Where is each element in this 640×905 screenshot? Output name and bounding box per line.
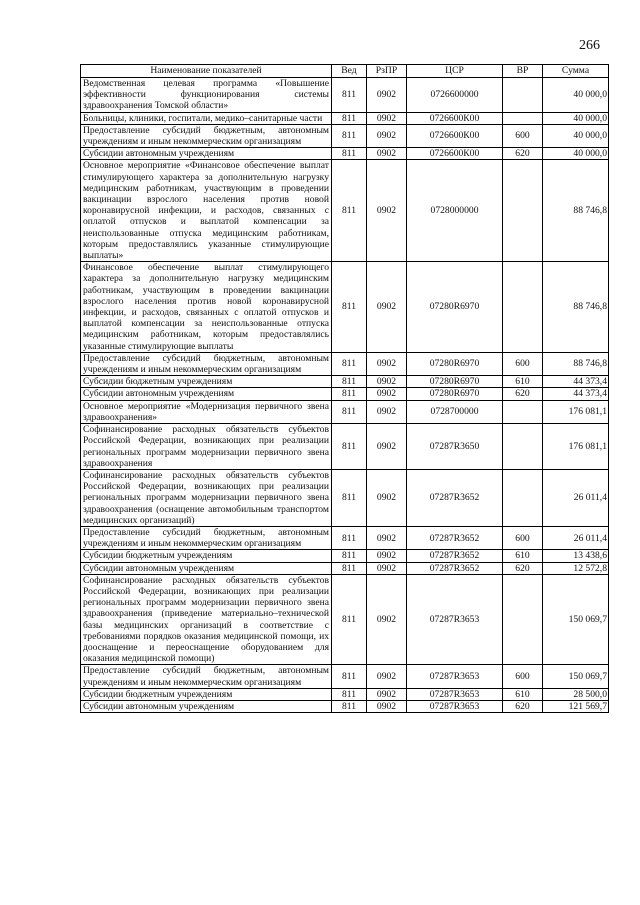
cell-rzpr: 0902 bbox=[367, 160, 407, 262]
cell-ved: 811 bbox=[332, 526, 367, 549]
cell-csr: 0726600000 bbox=[407, 78, 503, 113]
cell-ved: 811 bbox=[332, 124, 367, 147]
cell-csr: 07287R3652 bbox=[407, 526, 503, 549]
cell-vr: 610 bbox=[503, 688, 543, 700]
cell-name: Субсидии автономным учреждениям bbox=[81, 148, 332, 160]
table-row bbox=[81, 352, 609, 375]
cell-rzpr: 0902 bbox=[367, 78, 407, 113]
cell-rzpr: 0902 bbox=[367, 550, 407, 562]
table-row bbox=[81, 124, 609, 147]
table-row bbox=[81, 400, 609, 423]
cell-vr bbox=[503, 262, 543, 353]
cell-ved: 811 bbox=[332, 424, 367, 470]
cell-ved: 811 bbox=[332, 78, 367, 113]
cell-csr: 0726600К00 bbox=[407, 148, 503, 160]
cell-rzpr: 0902 bbox=[367, 148, 407, 160]
cell-csr: 07287R3652 bbox=[407, 550, 503, 562]
cell-name: Предоставление субсидий бюджетным, автономным учреждениям и иным некоммерческим организациям bbox=[81, 665, 332, 688]
cell-csr: 07287R3652 bbox=[407, 562, 503, 574]
cell-sum: 28 500,0 bbox=[543, 688, 609, 700]
cell-name: Предоставление субсидий бюджетным, автономным учреждениям и иным некоммерческим организациям bbox=[81, 352, 332, 375]
cell-rzpr: 0902 bbox=[367, 352, 407, 375]
cell-sum: 40 000,0 bbox=[543, 124, 609, 147]
cell-ved: 811 bbox=[332, 352, 367, 375]
cell-csr: 07280R6970 bbox=[407, 388, 503, 400]
cell-rzpr: 0902 bbox=[367, 262, 407, 353]
cell-name: Софинансирование расходных обязательств субъектов Российской Федерации, возникающих при реализации региональных программ модернизации первичного звена здравоохранения bbox=[81, 424, 332, 470]
cell-vr: 620 bbox=[503, 388, 543, 400]
cell-vr bbox=[503, 469, 543, 526]
table-row bbox=[81, 388, 609, 400]
cell-rzpr: 0902 bbox=[367, 526, 407, 549]
cell-name: Софинансирование расходных обязательств субъектов Российской Федерации, возникающих при реализации региональных программ модернизации первичного звена здравоохранения (приведение материально–технической базы медицинских организаций в соответствие с требованиями порядков оказания медицинской помощи, их дооснащение и переоснащение оборудованием для оказания медицинской помощи) bbox=[81, 574, 332, 665]
cell-sum: 88 746,8 bbox=[543, 160, 609, 262]
cell-csr: 07280R6970 bbox=[407, 262, 503, 353]
cell-name: Финансовое обеспечение выплат стимулирующего характера за дополнительную нагрузку медицинским работникам, участвующим в проведении вакцинации взрослого населения против новой коронавирусной инфекции, и расходов, связанных с оплатой отпусков и выплатой компенсации за неиспользованные отпуска медицинским работникам, которым предоставлялись указанные стимулирующие выплаты bbox=[81, 262, 332, 353]
cell-sum: 88 746,8 bbox=[543, 262, 609, 353]
table-row bbox=[81, 526, 609, 549]
cell-rzpr: 0902 bbox=[367, 376, 407, 388]
cell-rzpr: 0902 bbox=[367, 388, 407, 400]
cell-vr: 600 bbox=[503, 526, 543, 549]
cell-vr bbox=[503, 400, 543, 423]
cell-csr: 07287R3653 bbox=[407, 665, 503, 688]
cell-ved: 811 bbox=[332, 700, 367, 712]
cell-rzpr: 0902 bbox=[367, 688, 407, 700]
cell-sum: 176 081,1 bbox=[543, 424, 609, 470]
cell-sum: 40 000,0 bbox=[543, 112, 609, 124]
cell-ved: 811 bbox=[332, 388, 367, 400]
cell-vr: 610 bbox=[503, 550, 543, 562]
cell-sum: 176 081,1 bbox=[543, 400, 609, 423]
header-sum: Сумма bbox=[543, 65, 609, 78]
cell-ved: 811 bbox=[332, 469, 367, 526]
cell-vr: 620 bbox=[503, 700, 543, 712]
cell-sum: 40 000,0 bbox=[543, 78, 609, 113]
cell-sum: 44 373,4 bbox=[543, 376, 609, 388]
cell-sum: 26 011,4 bbox=[543, 526, 609, 549]
cell-name: Субсидии бюджетным учреждениям bbox=[81, 550, 332, 562]
cell-rzpr: 0902 bbox=[367, 665, 407, 688]
table-row bbox=[81, 550, 609, 562]
cell-sum: 26 011,4 bbox=[543, 469, 609, 526]
cell-ved: 811 bbox=[332, 400, 367, 423]
cell-sum: 12 572,8 bbox=[543, 562, 609, 574]
cell-csr: 07287R3653 bbox=[407, 574, 503, 665]
cell-csr: 07287R3650 bbox=[407, 424, 503, 470]
header-ved: Вед bbox=[332, 65, 367, 78]
cell-csr: 0728700000 bbox=[407, 400, 503, 423]
cell-name: Субсидии автономным учреждениям bbox=[81, 562, 332, 574]
cell-vr: 620 bbox=[503, 148, 543, 160]
table-row bbox=[81, 700, 609, 712]
cell-ved: 811 bbox=[332, 262, 367, 353]
table-row bbox=[81, 148, 609, 160]
cell-ved: 811 bbox=[332, 112, 367, 124]
cell-name: Предоставление субсидий бюджетным, автономным учреждениям и иным некоммерческим организациям bbox=[81, 124, 332, 147]
cell-vr: 600 bbox=[503, 124, 543, 147]
budget-table bbox=[80, 64, 609, 713]
cell-csr: 0726600К00 bbox=[407, 112, 503, 124]
table-row bbox=[81, 665, 609, 688]
table-row bbox=[81, 424, 609, 470]
cell-name: Субсидии бюджетным учреждениям bbox=[81, 688, 332, 700]
table-header-row bbox=[81, 65, 609, 78]
cell-name: Субсидии бюджетным учреждениям bbox=[81, 376, 332, 388]
cell-rzpr: 0902 bbox=[367, 469, 407, 526]
cell-ved: 811 bbox=[332, 160, 367, 262]
cell-name: Больницы, клиники, госпитали, медико–санитарные части bbox=[81, 112, 332, 124]
cell-vr: 620 bbox=[503, 562, 543, 574]
cell-ved: 811 bbox=[332, 550, 367, 562]
cell-vr bbox=[503, 78, 543, 113]
page-number: 266 bbox=[579, 38, 600, 53]
table-row bbox=[81, 160, 609, 262]
cell-csr: 0726600К00 bbox=[407, 124, 503, 147]
cell-name: Софинансирование расходных обязательств субъектов Российской Федерации, возникающих при реализации региональных программ модернизации первичного звена здравоохранения (оснащение автомобильным транспортом медицинских организаций) bbox=[81, 469, 332, 526]
cell-name: Основное мероприятие «Финансовое обеспечение выплат стимулирующего характера за дополнительную нагрузку медицинским работникам, участвующим в проведении вакцинации взрослого населения против новой коронавирусной инфекции, и расходов, связанных с оплатой отпусков и выплатой компенсации за неиспользованные отпуска медицинским работникам, которым предоставлялись указанные стимулирующие выплаты» bbox=[81, 160, 332, 262]
cell-csr: 0728000000 bbox=[407, 160, 503, 262]
cell-csr: 07280R6970 bbox=[407, 352, 503, 375]
header-name: Наименование показателей bbox=[81, 65, 332, 78]
table-row bbox=[81, 262, 609, 353]
cell-sum: 44 373,4 bbox=[543, 388, 609, 400]
cell-sum: 13 438,6 bbox=[543, 550, 609, 562]
cell-vr: 600 bbox=[503, 665, 543, 688]
cell-vr bbox=[503, 424, 543, 470]
cell-csr: 07287R3653 bbox=[407, 688, 503, 700]
cell-vr: 600 bbox=[503, 352, 543, 375]
cell-rzpr: 0902 bbox=[367, 700, 407, 712]
cell-ved: 811 bbox=[332, 562, 367, 574]
cell-rzpr: 0902 bbox=[367, 400, 407, 423]
table-body bbox=[81, 78, 609, 713]
cell-name: Основное мероприятие «Модернизация первичного звена здравоохранения» bbox=[81, 400, 332, 423]
cell-csr: 07287R3653 bbox=[407, 700, 503, 712]
cell-name: Ведомственная целевая программа «Повышение эффективности функционирования системы здравоохранения Томской области» bbox=[81, 78, 332, 113]
table-row bbox=[81, 376, 609, 388]
table-row bbox=[81, 574, 609, 665]
cell-sum: 150 069,7 bbox=[543, 665, 609, 688]
cell-name: Субсидии автономным учреждениям bbox=[81, 700, 332, 712]
cell-vr bbox=[503, 574, 543, 665]
cell-rzpr: 0902 bbox=[367, 112, 407, 124]
table-row bbox=[81, 562, 609, 574]
cell-name: Предоставление субсидий бюджетным, автономным учреждениям и иным некоммерческим организациям bbox=[81, 526, 332, 549]
cell-vr bbox=[503, 160, 543, 262]
table-row bbox=[81, 112, 609, 124]
header-csr: ЦСР bbox=[407, 65, 503, 78]
table-row bbox=[81, 688, 609, 700]
cell-sum: 40 000,0 bbox=[543, 148, 609, 160]
cell-name: Субсидии автономным учреждениям bbox=[81, 388, 332, 400]
cell-csr: 07280R6970 bbox=[407, 376, 503, 388]
cell-sum: 88 746,8 bbox=[543, 352, 609, 375]
cell-ved: 811 bbox=[332, 148, 367, 160]
cell-vr: 610 bbox=[503, 376, 543, 388]
cell-ved: 811 bbox=[332, 574, 367, 665]
table-row bbox=[81, 78, 609, 113]
cell-ved: 811 bbox=[332, 665, 367, 688]
cell-rzpr: 0902 bbox=[367, 562, 407, 574]
cell-csr: 07287R3652 bbox=[407, 469, 503, 526]
cell-sum: 121 569,7 bbox=[543, 700, 609, 712]
cell-vr bbox=[503, 112, 543, 124]
cell-ved: 811 bbox=[332, 376, 367, 388]
cell-rzpr: 0902 bbox=[367, 124, 407, 147]
cell-rzpr: 0902 bbox=[367, 424, 407, 470]
table-row bbox=[81, 469, 609, 526]
cell-ved: 811 bbox=[332, 688, 367, 700]
header-rzpr: РзПР bbox=[367, 65, 407, 78]
cell-sum: 150 069,7 bbox=[543, 574, 609, 665]
cell-rzpr: 0902 bbox=[367, 574, 407, 665]
header-vr: ВР bbox=[503, 65, 543, 78]
